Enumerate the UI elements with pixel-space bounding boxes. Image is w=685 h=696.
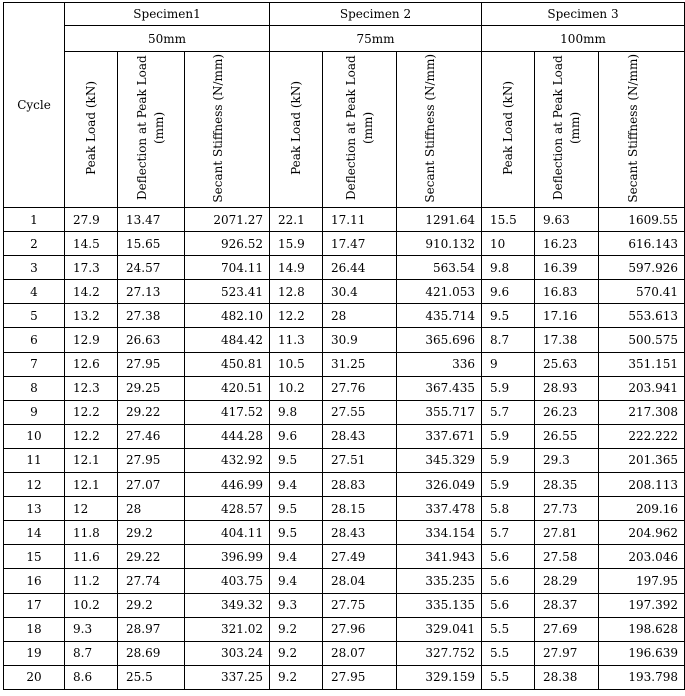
s3-peak-load-cell: 5.6 — [482, 593, 535, 617]
s3-peak-load-cell: 5.9 — [482, 448, 535, 472]
s2-deflection-cell: 27.51 — [323, 448, 397, 472]
s3-stiffness-cell: 197.95 — [599, 569, 685, 593]
table-row — [4, 424, 685, 448]
s3-deflection-cell: 27.97 — [535, 641, 599, 665]
s2-stiffness-cell: 335.135 — [397, 593, 482, 617]
s2-deflection-cell: 31.25 — [323, 352, 397, 376]
s3-deflection-cell: 17.16 — [535, 304, 599, 328]
s1-stiffness-cell: 444.28 — [185, 424, 270, 448]
s1-stiffness-cell: 432.92 — [185, 448, 270, 472]
s1-stiffness-cell: 420.51 — [185, 376, 270, 400]
table-row — [4, 352, 685, 376]
table-row — [4, 593, 685, 617]
s2-stiffness-cell: 365.696 — [397, 328, 482, 352]
s1-peak-load-cell: 12.2 — [65, 424, 118, 448]
s3-stiffness-header: Secant Stiffness (N/mm) — [599, 52, 685, 208]
s1-peak-load-cell: 12.3 — [65, 376, 118, 400]
s1-peak-load-cell: 11.6 — [65, 545, 118, 569]
results-table — [3, 2, 685, 690]
s3-stiffness-cell: 500.575 — [599, 328, 685, 352]
s2-peak-load-cell: 9.8 — [270, 400, 323, 424]
s3-peak-load-cell: 15.5 — [482, 208, 535, 232]
s3-stiffness-cell: 196.639 — [599, 641, 685, 665]
s3-deflection-cell: 27.73 — [535, 497, 599, 521]
s2-deflection-cell: 30.9 — [323, 328, 397, 352]
s1-peak-load-cell: 14.2 — [65, 280, 118, 304]
s1-stiffness-cell: 396.99 — [185, 545, 270, 569]
s3-deflection-cell: 16.83 — [535, 280, 599, 304]
s3-peak-load-cell: 5.5 — [482, 641, 535, 665]
s3-peak-load-cell: 9.6 — [482, 280, 535, 304]
s3-stiffness-cell: 209.16 — [599, 497, 685, 521]
s1-deflection-cell: 25.5 — [118, 665, 185, 689]
table-row — [4, 545, 685, 569]
s3-stiffness-cell: 222.222 — [599, 424, 685, 448]
s3-deflection-cell: 9.63 — [535, 208, 599, 232]
s2-stiffness-cell: 337.478 — [397, 497, 482, 521]
cycle-cell: 11 — [4, 448, 65, 472]
s2-deflection-cell: 26.44 — [323, 256, 397, 280]
s1-deflection-cell: 27.13 — [118, 280, 185, 304]
s2-stiffness-cell: 435.714 — [397, 304, 482, 328]
s1-deflection-cell: 27.95 — [118, 352, 185, 376]
s1-peak-load-cell: 12.1 — [65, 448, 118, 472]
s3-peak-load-cell: 8.7 — [482, 328, 535, 352]
s1-stiffness-cell: 484.42 — [185, 328, 270, 352]
s2-deflection-cell: 28.43 — [323, 424, 397, 448]
s2-stiffness-cell: 421.053 — [397, 280, 482, 304]
s2-peak-load-cell: 12.8 — [270, 280, 323, 304]
s3-stiffness-cell: 616.143 — [599, 232, 685, 256]
s2-stiffness-cell: 910.132 — [397, 232, 482, 256]
cycle-cell: 15 — [4, 545, 65, 569]
s3-peak-load-header: Peak Load (kN) — [482, 52, 535, 208]
cycle-cell: 18 — [4, 617, 65, 641]
s1-stiffness-cell: 2071.27 — [185, 208, 270, 232]
s3-peak-load-cell: 5.9 — [482, 424, 535, 448]
specimen-3-header: Specimen 3 — [482, 3, 685, 26]
s3-deflection-cell: 27.58 — [535, 545, 599, 569]
s1-deflection-cell: 24.57 — [118, 256, 185, 280]
s1-peak-load-cell: 8.7 — [65, 641, 118, 665]
s1-peak-load-cell: 13.2 — [65, 304, 118, 328]
cycle-cell: 13 — [4, 497, 65, 521]
table-row — [4, 641, 685, 665]
table-row — [4, 497, 685, 521]
s2-peak-load-cell: 9.2 — [270, 665, 323, 689]
s2-stiffness-cell: 341.943 — [397, 545, 482, 569]
cycle-cell: 17 — [4, 593, 65, 617]
s1-stiffness-cell: 428.57 — [185, 497, 270, 521]
s1-peak-load-cell: 8.6 — [65, 665, 118, 689]
s3-peak-load-cell: 9 — [482, 352, 535, 376]
s2-stiffness-cell: 563.54 — [397, 256, 482, 280]
s3-stiffness-cell: 203.046 — [599, 545, 685, 569]
s1-stiffness-cell: 303.24 — [185, 641, 270, 665]
s2-peak-load-cell: 14.9 — [270, 256, 323, 280]
s1-peak-load-cell: 12 — [65, 497, 118, 521]
table-row — [4, 473, 685, 497]
s3-peak-load-cell: 5.9 — [482, 376, 535, 400]
s3-stiffness-cell: 217.308 — [599, 400, 685, 424]
s1-peak-load-cell: 9.3 — [65, 617, 118, 641]
s3-peak-load-cell: 5.5 — [482, 617, 535, 641]
s2-deflection-header: Deflection at Peak Load (mm) — [323, 52, 397, 208]
s2-peak-load-cell: 11.3 — [270, 328, 323, 352]
s2-stiffness-cell: 1291.64 — [397, 208, 482, 232]
s1-stiffness-cell: 337.25 — [185, 665, 270, 689]
s1-deflection-cell: 27.46 — [118, 424, 185, 448]
s3-stiffness-cell: 597.926 — [599, 256, 685, 280]
specimen-3-size: 100mm — [482, 26, 685, 52]
s2-peak-load-cell: 15.9 — [270, 232, 323, 256]
s1-stiffness-cell: 417.52 — [185, 400, 270, 424]
s1-peak-load-header: Peak Load (kN) — [65, 52, 118, 208]
s1-deflection-cell: 13.47 — [118, 208, 185, 232]
s2-deflection-cell: 27.55 — [323, 400, 397, 424]
s3-peak-load-cell: 9.5 — [482, 304, 535, 328]
s1-stiffness-cell: 482.10 — [185, 304, 270, 328]
s2-deflection-cell: 28.07 — [323, 641, 397, 665]
s3-peak-load-cell: 5.6 — [482, 569, 535, 593]
s1-peak-load-cell: 12.2 — [65, 400, 118, 424]
s2-deflection-cell: 17.47 — [323, 232, 397, 256]
s1-stiffness-cell: 523.41 — [185, 280, 270, 304]
s3-stiffness-cell: 197.392 — [599, 593, 685, 617]
s3-peak-load-cell: 5.7 — [482, 400, 535, 424]
specimen-1-size: 50mm — [65, 26, 270, 52]
table-row — [4, 232, 685, 256]
s1-deflection-cell: 28 — [118, 497, 185, 521]
s1-peak-load-cell: 12.1 — [65, 473, 118, 497]
s1-deflection-cell: 27.38 — [118, 304, 185, 328]
s1-stiffness-cell: 926.52 — [185, 232, 270, 256]
s3-stiffness-cell: 198.628 — [599, 617, 685, 641]
s2-peak-load-cell: 9.5 — [270, 497, 323, 521]
table-row — [4, 328, 685, 352]
s1-peak-load-cell: 27.9 — [65, 208, 118, 232]
s3-deflection-cell: 28.35 — [535, 473, 599, 497]
s1-stiffness-cell: 403.75 — [185, 569, 270, 593]
s2-stiffness-cell: 329.159 — [397, 665, 482, 689]
cycle-cell: 6 — [4, 328, 65, 352]
s2-peak-load-cell: 9.4 — [270, 545, 323, 569]
s2-deflection-cell: 28.43 — [323, 521, 397, 545]
cycle-cell: 4 — [4, 280, 65, 304]
s3-deflection-cell: 25.63 — [535, 352, 599, 376]
s2-stiffness-cell: 326.049 — [397, 473, 482, 497]
s2-stiffness-header: Secant Stiffness (N/mm) — [397, 52, 482, 208]
s2-deflection-cell: 30.4 — [323, 280, 397, 304]
specimen-2-header: Specimen 2 — [270, 3, 482, 26]
s1-deflection-header: Deflection at Peak Load (mm) — [118, 52, 185, 208]
s3-stiffness-cell: 1609.55 — [599, 208, 685, 232]
s1-peak-load-cell: 10.2 — [65, 593, 118, 617]
s2-deflection-cell: 28.04 — [323, 569, 397, 593]
cycle-cell: 8 — [4, 376, 65, 400]
s3-deflection-cell: 29.3 — [535, 448, 599, 472]
cycle-cell: 14 — [4, 521, 65, 545]
s3-peak-load-cell: 5.6 — [482, 545, 535, 569]
s2-peak-load-cell: 10.2 — [270, 376, 323, 400]
s3-deflection-cell: 28.37 — [535, 593, 599, 617]
cycle-cell: 12 — [4, 473, 65, 497]
s2-peak-load-cell: 12.2 — [270, 304, 323, 328]
s2-deflection-cell: 28 — [323, 304, 397, 328]
s2-deflection-cell: 17.11 — [323, 208, 397, 232]
s3-stiffness-cell: 208.113 — [599, 473, 685, 497]
s3-deflection-header: Deflection at Peak Load (mm) — [535, 52, 599, 208]
s2-peak-load-cell: 9.5 — [270, 521, 323, 545]
s1-deflection-cell: 27.95 — [118, 448, 185, 472]
s2-deflection-cell: 27.95 — [323, 665, 397, 689]
s1-stiffness-cell: 321.02 — [185, 617, 270, 641]
table-row — [4, 400, 685, 424]
cycle-cell: 1 — [4, 208, 65, 232]
cycle-cell: 3 — [4, 256, 65, 280]
s2-stiffness-cell: 345.329 — [397, 448, 482, 472]
s3-deflection-cell: 16.23 — [535, 232, 599, 256]
s1-deflection-cell: 28.69 — [118, 641, 185, 665]
s1-peak-load-cell: 12.9 — [65, 328, 118, 352]
cycle-cell: 10 — [4, 424, 65, 448]
s2-peak-load-header: Peak Load (kN) — [270, 52, 323, 208]
s3-stiffness-cell: 570.41 — [599, 280, 685, 304]
s1-deflection-cell: 27.74 — [118, 569, 185, 593]
s1-deflection-cell: 27.07 — [118, 473, 185, 497]
s1-stiffness-header: Secant Stiffness (N/mm) — [185, 52, 270, 208]
s1-deflection-cell: 29.25 — [118, 376, 185, 400]
s1-stiffness-cell: 446.99 — [185, 473, 270, 497]
s1-peak-load-cell: 12.6 — [65, 352, 118, 376]
table-row — [4, 304, 685, 328]
cycle-cell: 7 — [4, 352, 65, 376]
s3-stiffness-cell: 553.613 — [599, 304, 685, 328]
s2-stiffness-cell: 336 — [397, 352, 482, 376]
table-row — [4, 569, 685, 593]
s2-stiffness-cell: 355.717 — [397, 400, 482, 424]
s2-stiffness-cell: 335.235 — [397, 569, 482, 593]
s3-peak-load-cell: 10 — [482, 232, 535, 256]
s2-peak-load-cell: 9.4 — [270, 473, 323, 497]
cycle-cell: 19 — [4, 641, 65, 665]
s3-deflection-cell: 26.55 — [535, 424, 599, 448]
specimen-2-size: 75mm — [270, 26, 482, 52]
s2-deflection-cell: 28.15 — [323, 497, 397, 521]
s2-peak-load-cell: 10.5 — [270, 352, 323, 376]
table-row — [4, 521, 685, 545]
cycle-cell: 9 — [4, 400, 65, 424]
s2-peak-load-cell: 22.1 — [270, 208, 323, 232]
s3-deflection-cell: 28.38 — [535, 665, 599, 689]
s3-deflection-cell: 27.69 — [535, 617, 599, 641]
s3-stiffness-cell: 193.798 — [599, 665, 685, 689]
s1-deflection-cell: 29.22 — [118, 400, 185, 424]
table-row — [4, 208, 685, 232]
table-row — [4, 448, 685, 472]
s1-stiffness-cell: 404.11 — [185, 521, 270, 545]
s2-peak-load-cell: 9.5 — [270, 448, 323, 472]
s3-deflection-cell: 28.93 — [535, 376, 599, 400]
specimen-1-header: Specimen1 — [65, 3, 270, 26]
s3-deflection-cell: 26.23 — [535, 400, 599, 424]
s3-peak-load-cell: 5.8 — [482, 497, 535, 521]
cycle-cell: 16 — [4, 569, 65, 593]
s2-deflection-cell: 27.49 — [323, 545, 397, 569]
s3-stiffness-cell: 201.365 — [599, 448, 685, 472]
s2-stiffness-cell: 327.752 — [397, 641, 482, 665]
s2-deflection-cell: 27.76 — [323, 376, 397, 400]
s2-peak-load-cell: 9.6 — [270, 424, 323, 448]
s1-deflection-cell: 15.65 — [118, 232, 185, 256]
s2-deflection-cell: 27.75 — [323, 593, 397, 617]
cycle-header: Cycle — [4, 3, 65, 208]
cycle-cell: 2 — [4, 232, 65, 256]
s3-peak-load-cell: 9.8 — [482, 256, 535, 280]
s3-peak-load-cell: 5.9 — [482, 473, 535, 497]
s2-peak-load-cell: 9.3 — [270, 593, 323, 617]
s3-peak-load-cell: 5.7 — [482, 521, 535, 545]
s1-stiffness-cell: 349.32 — [185, 593, 270, 617]
s2-stiffness-cell: 367.435 — [397, 376, 482, 400]
s3-deflection-cell: 27.81 — [535, 521, 599, 545]
s1-peak-load-cell: 14.5 — [65, 232, 118, 256]
s2-stiffness-cell: 337.671 — [397, 424, 482, 448]
s2-deflection-cell: 27.96 — [323, 617, 397, 641]
s1-stiffness-cell: 450.81 — [185, 352, 270, 376]
s1-peak-load-cell: 11.2 — [65, 569, 118, 593]
s3-stiffness-cell: 204.962 — [599, 521, 685, 545]
s1-deflection-cell: 26.63 — [118, 328, 185, 352]
s2-peak-load-cell: 9.2 — [270, 617, 323, 641]
table-row — [4, 665, 685, 689]
cycle-cell: 5 — [4, 304, 65, 328]
table-row — [4, 617, 685, 641]
table-row — [4, 280, 685, 304]
s3-deflection-cell: 16.39 — [535, 256, 599, 280]
s1-peak-load-cell: 11.8 — [65, 521, 118, 545]
table-body — [4, 208, 685, 690]
cycle-cell: 20 — [4, 665, 65, 689]
s1-peak-load-cell: 17.3 — [65, 256, 118, 280]
table-row — [4, 376, 685, 400]
s3-deflection-cell: 28.29 — [535, 569, 599, 593]
s1-deflection-cell: 29.2 — [118, 593, 185, 617]
s2-stiffness-cell: 329.041 — [397, 617, 482, 641]
s1-deflection-cell: 29.22 — [118, 545, 185, 569]
table-row — [4, 256, 685, 280]
s1-deflection-cell: 29.2 — [118, 521, 185, 545]
s3-stiffness-cell: 203.941 — [599, 376, 685, 400]
s2-stiffness-cell: 334.154 — [397, 521, 482, 545]
s2-deflection-cell: 28.83 — [323, 473, 397, 497]
s3-deflection-cell: 17.38 — [535, 328, 599, 352]
s2-peak-load-cell: 9.4 — [270, 569, 323, 593]
s3-stiffness-cell: 351.151 — [599, 352, 685, 376]
s3-peak-load-cell: 5.5 — [482, 665, 535, 689]
s1-stiffness-cell: 704.11 — [185, 256, 270, 280]
s2-peak-load-cell: 9.2 — [270, 641, 323, 665]
s1-deflection-cell: 28.97 — [118, 617, 185, 641]
